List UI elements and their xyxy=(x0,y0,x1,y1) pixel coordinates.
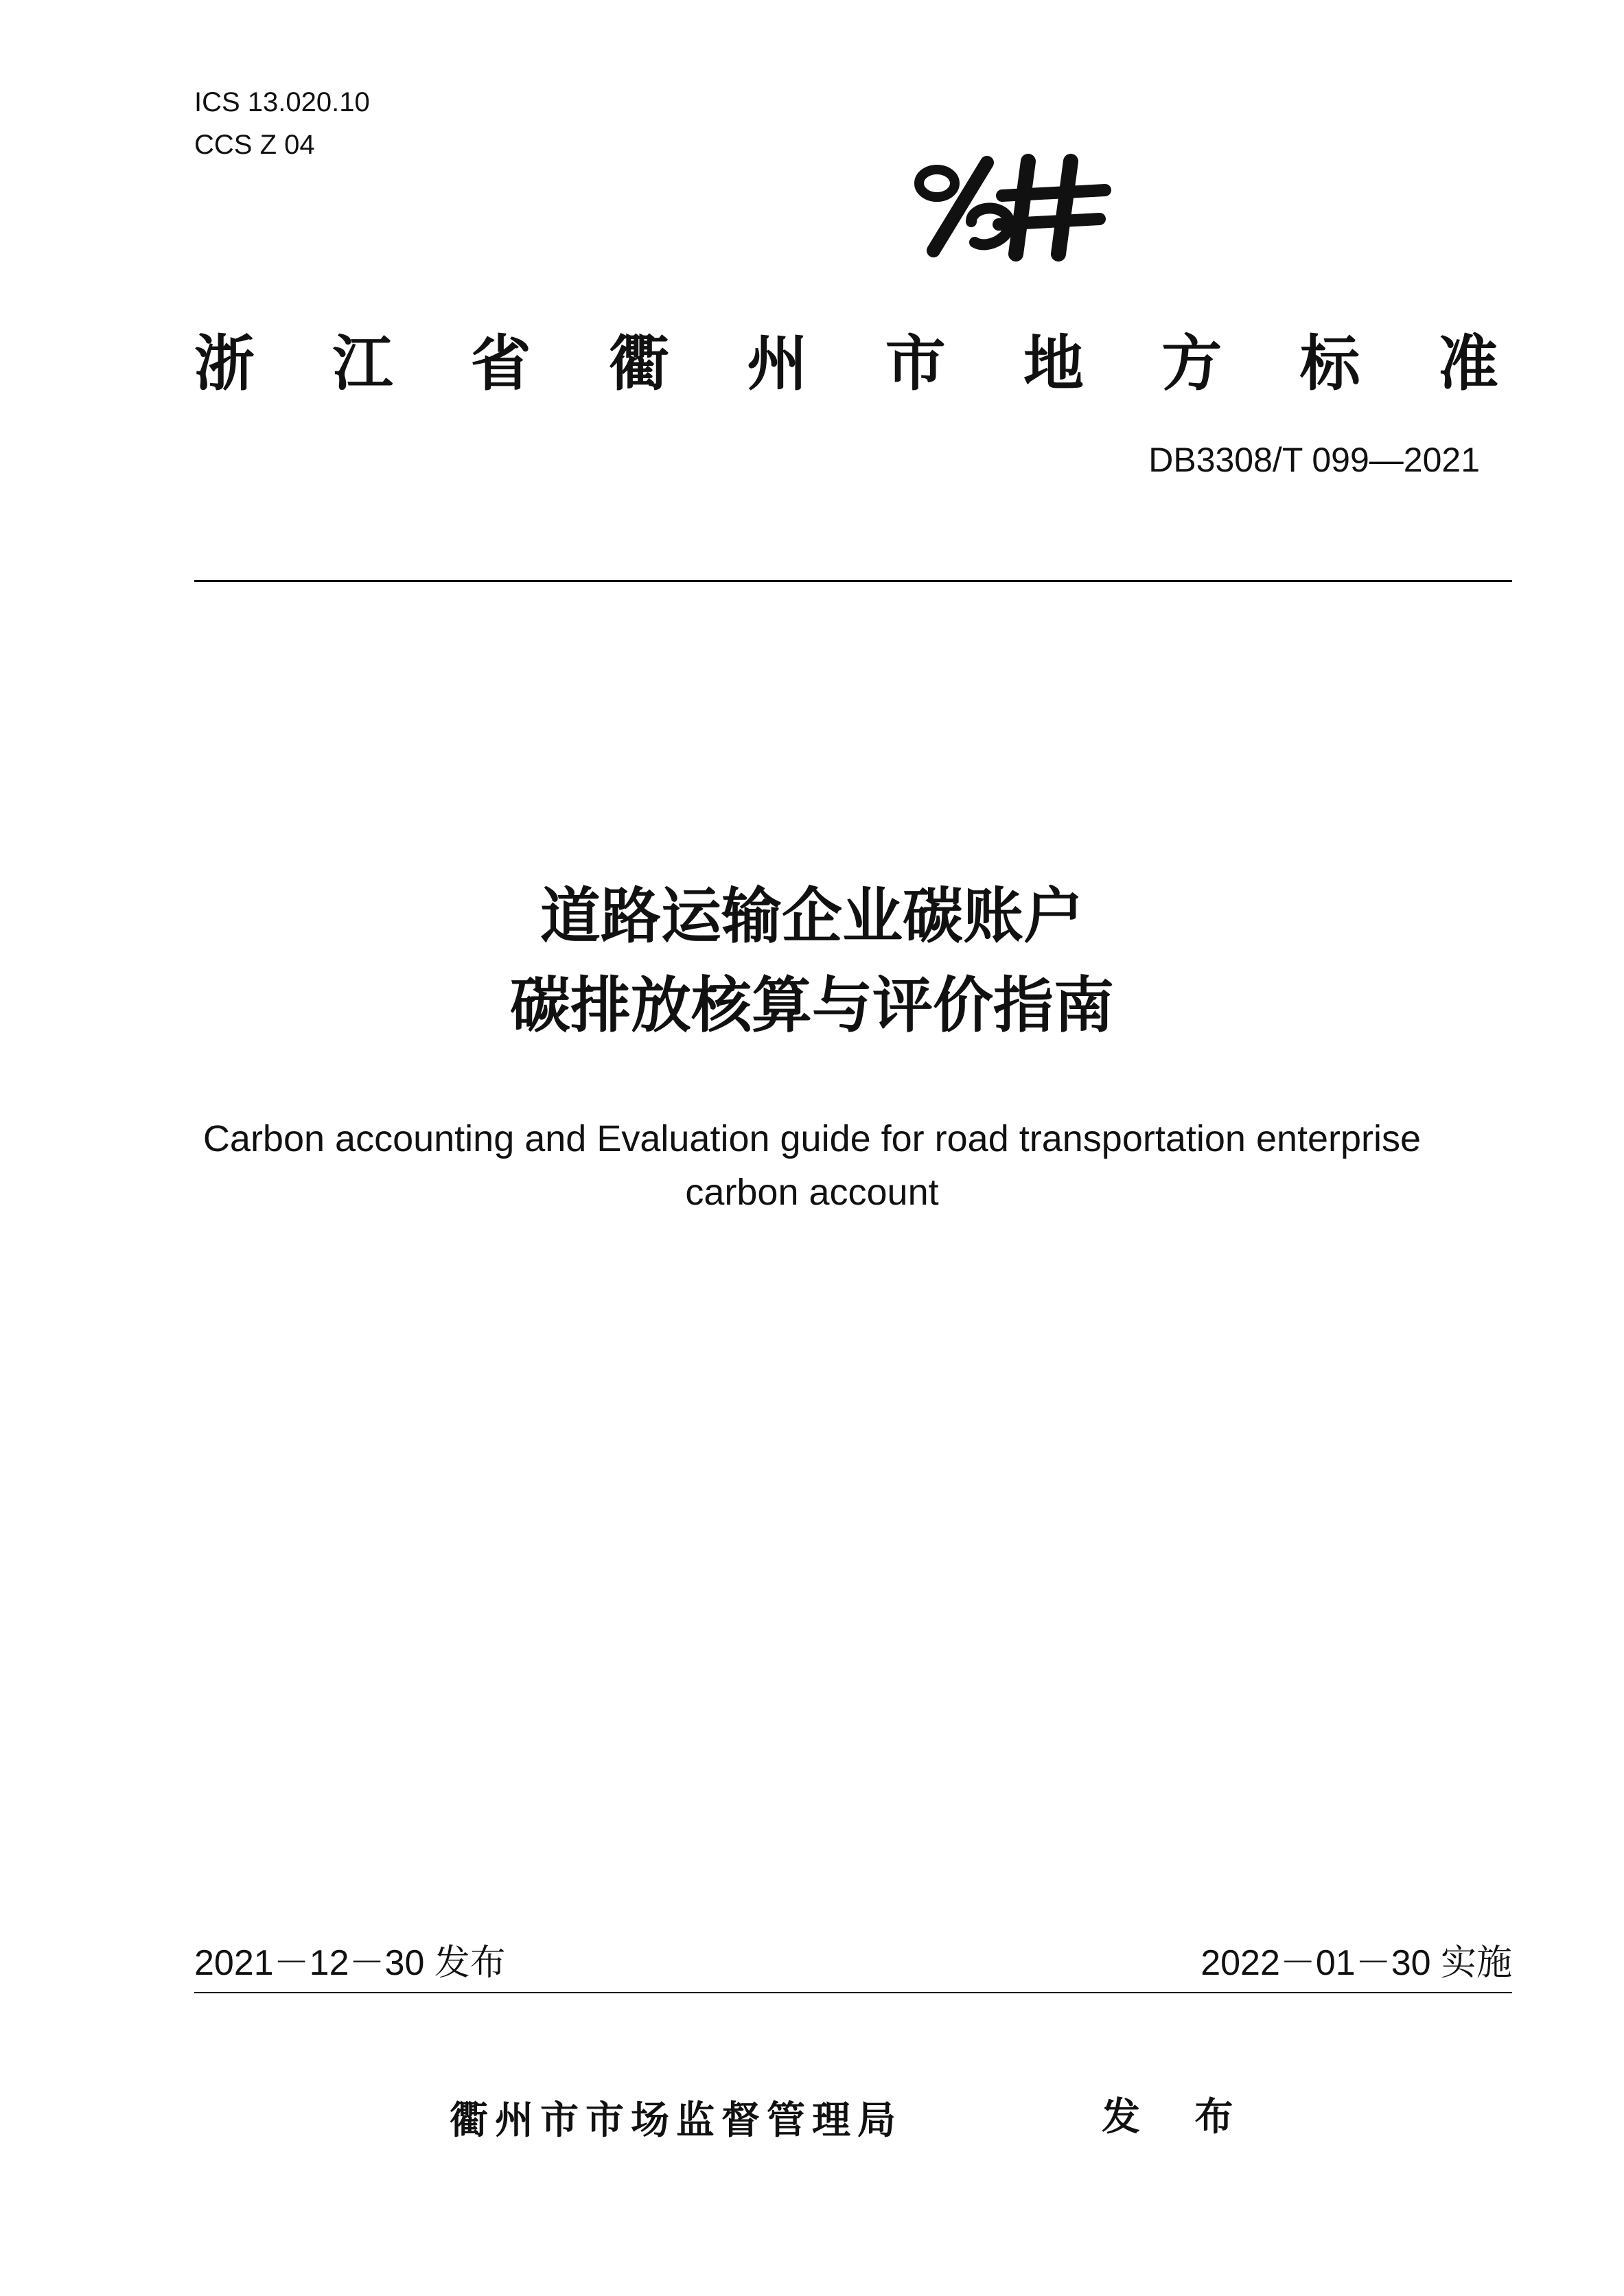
classification-codes xyxy=(194,81,370,166)
authority-char: 州 xyxy=(747,328,808,399)
header-divider xyxy=(194,580,1512,582)
issuing-authority-heading xyxy=(194,316,1498,412)
english-title-line-2: carbon account xyxy=(685,1172,939,1213)
english-title-line-1: Carbon accounting and Evaluation guide for road transportation enterprise xyxy=(202,1118,1422,1159)
authority-char: 标 xyxy=(1299,328,1360,399)
footer-divider xyxy=(194,1992,1512,1993)
publish-label: 发 布 xyxy=(1102,2095,1254,2140)
chinese-title xyxy=(0,872,1624,1050)
english-title xyxy=(0,1112,1624,1219)
ics-code: ICS 13.020.10 xyxy=(194,87,370,117)
authority-char: 市 xyxy=(885,328,946,399)
chinese-title-line-2: 碳排放核算与评价指南 xyxy=(509,970,1114,1041)
authority-char: 浙 xyxy=(194,328,255,399)
publisher-name: 衢州市市场监督管理局 xyxy=(450,2098,903,2143)
authority-char: 方 xyxy=(1161,328,1222,399)
standard-number: DB3308/T 099—2021 xyxy=(1148,441,1480,479)
issue-date: 2021－12－30 发布 xyxy=(194,1943,506,1983)
authority-char: 江 xyxy=(332,328,393,399)
authority-char: 衢 xyxy=(608,328,669,399)
authority-char: 准 xyxy=(1437,328,1498,399)
chinese-title-line-1: 道路运输企业碳账户 xyxy=(540,881,1084,951)
authority-char: 地 xyxy=(1023,328,1084,399)
db-standard-logo-icon xyxy=(906,148,1112,264)
authority-char: 省 xyxy=(470,328,531,399)
implementation-date: 2022－01－30 实施 xyxy=(1200,1943,1512,1983)
ccs-code: CCS Z 04 xyxy=(194,130,315,160)
